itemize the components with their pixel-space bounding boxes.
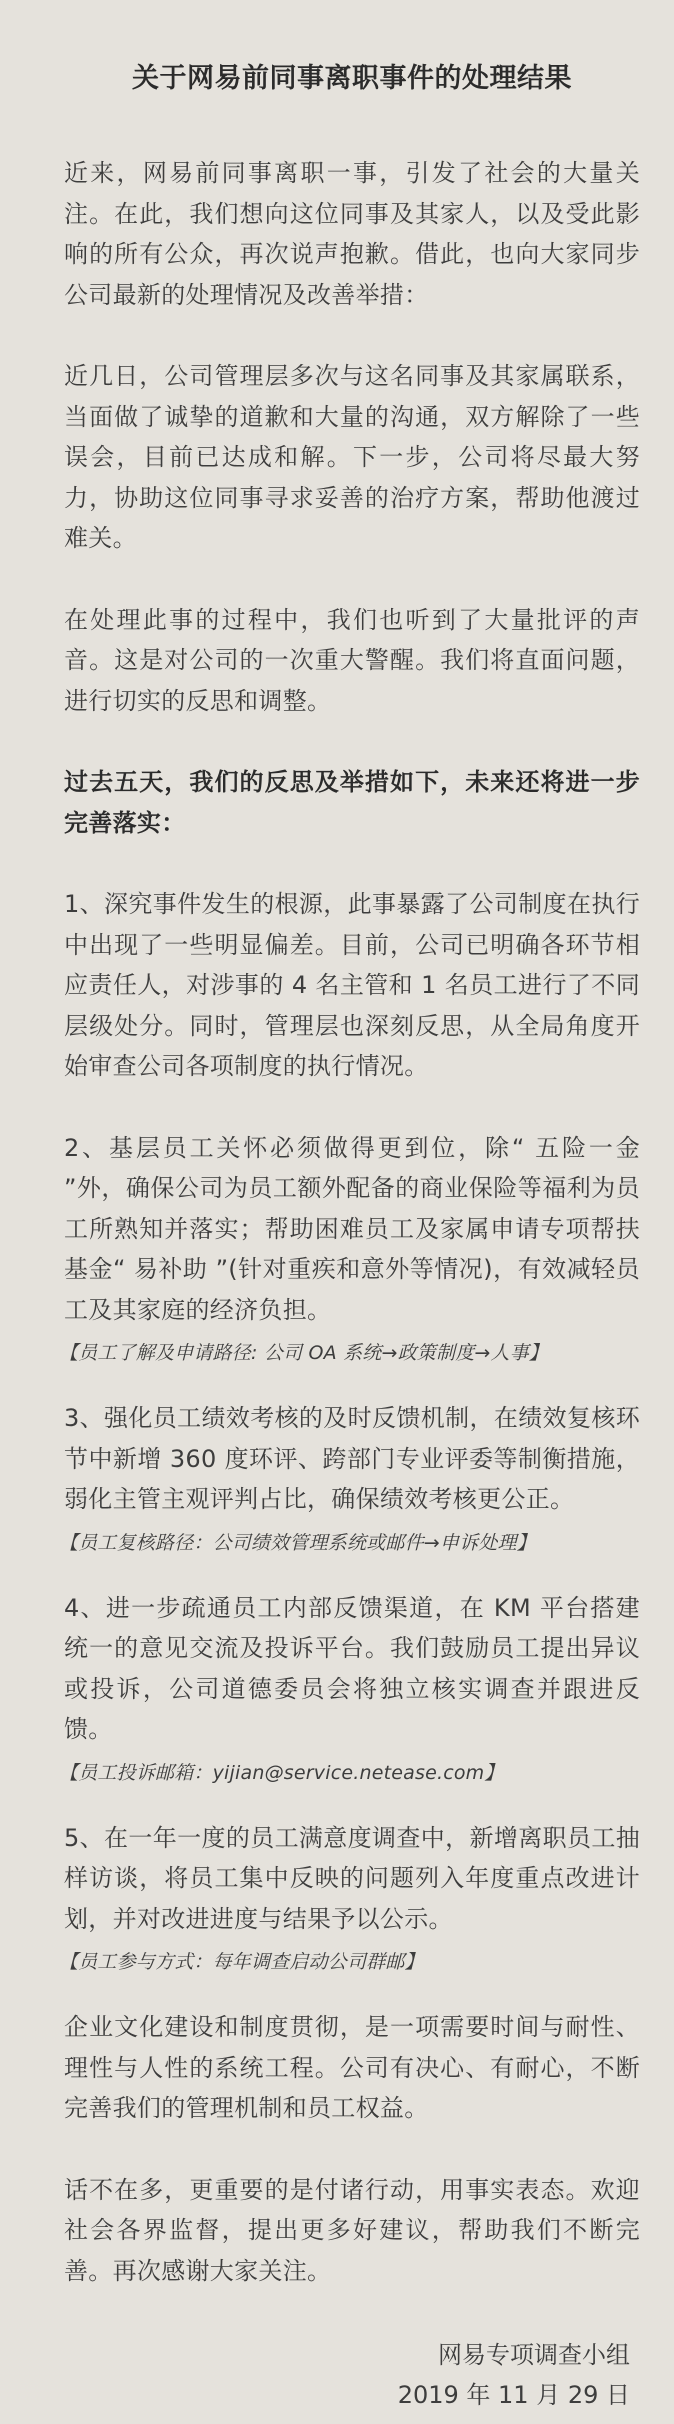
measure-item-5: 5、在一年一度的员工满意度调查中，新增离职员工抽样访谈，将员工集中反映的问题列入年度重点改进计划，并对改进进度与结果予以公示。 (64, 1823, 640, 1933)
measure-note-4: 【员工投诉邮箱：yijian@service.netease.com】 (59, 1761, 504, 1784)
intro-paragraph: 近来，网易前同事离职一事，引发了社会的大量关注。在此，我们想向这位同事及其家人，以及受此影响的所有公众，再次说声抱歉。借此，也向大家同步公司最新的处理情况及改善举措： (64, 159, 640, 309)
measure-item-4: 4、进一步疏通员工内部反馈渠道，在 KM 平台搭建统一的意见交流及投诉平台。我们鼓励员工提出异议或投诉，公司道德委员会将独立核实调查并跟进反馈。 (64, 1593, 640, 1743)
document-title: 关于网易前同事离职事件的处理结果 (132, 63, 572, 94)
signature-block (64, 2335, 640, 2415)
criticism-paragraph: 在处理此事的过程中，我们也听到了大量批评的声音。这是对公司的一次重大警醒。我们将直面问题，进行切实的反思和调整。 (64, 605, 640, 715)
measure-note-3: 【员工复核路径：公司绩效管理系统或邮件→申诉处理】 (59, 1531, 536, 1554)
measure-note-5: 【员工参与方式：每年调查启动公司群邮】 (59, 1951, 424, 1973)
signature-date: 2019 年 11 月 29 日 (397, 2381, 630, 2409)
measure-item-2: 2、基层员工关怀必须做得更到位，除“ 五险一金 ”外，确保公司为员工额外配备的商业保险等福利为员工所熟知并落实；帮助困难员工及家属申请专项帮扶基金“ 易补助 ”(针对重疾和意外等情况)，有效减轻员工及其家庭的经济负担。 (64, 1133, 640, 1324)
measure-note-2: 【员工了解及申请路径: 公司 OA 系统→政策制度→人事】 (59, 1342, 549, 1364)
measures-heading: 过去五天，我们的反思及举措如下，未来还将进一步完善落实： (64, 768, 640, 837)
closing-paragraph: 话不在多，更重要的是付诸行动，用事实表态。欢迎社会各界监督，提出更多好建议，帮助我们不断完善。再次感谢大家关注。 (64, 2175, 640, 2285)
signature-org: 网易专项调查小组 (438, 2341, 630, 2369)
measure-item-3: 3、强化员工绩效考核的及时反馈机制，在绩效复核环节中新增 360 度环评、跨部门专业评委等制衡措施，弱化主管主观评判占比，确保绩效考核更公正。 (64, 1404, 640, 1513)
measure-item-1: 1、深究事件发生的根源，此事暴露了公司制度在执行中出现了一些明显偏差。目前，公司已明确各环节相应责任人，对涉事的 4 名主管和 1 名员工进行了不同层级处分。同时，管理层也深刻反思，从全局角度开始审查公司各项制度的执行情况。 (64, 890, 640, 1080)
recent-progress-paragraph: 近几日，公司管理层多次与这名同事及其家属联系，当面做了诚挚的道歉和大量的沟通，双方解除了一些误会，目前已达成和解。下一步，公司将尽最大努力，协助这位同事寻求妥善的治疗方案，帮助他渡过难关。 (64, 362, 640, 552)
culture-paragraph: 企业文化建设和制度贯彻，是一项需要时间与耐性、理性与人性的系统工程。公司有决心、有耐心，不断完善我们的管理机制和员工权益。 (64, 2013, 640, 2122)
